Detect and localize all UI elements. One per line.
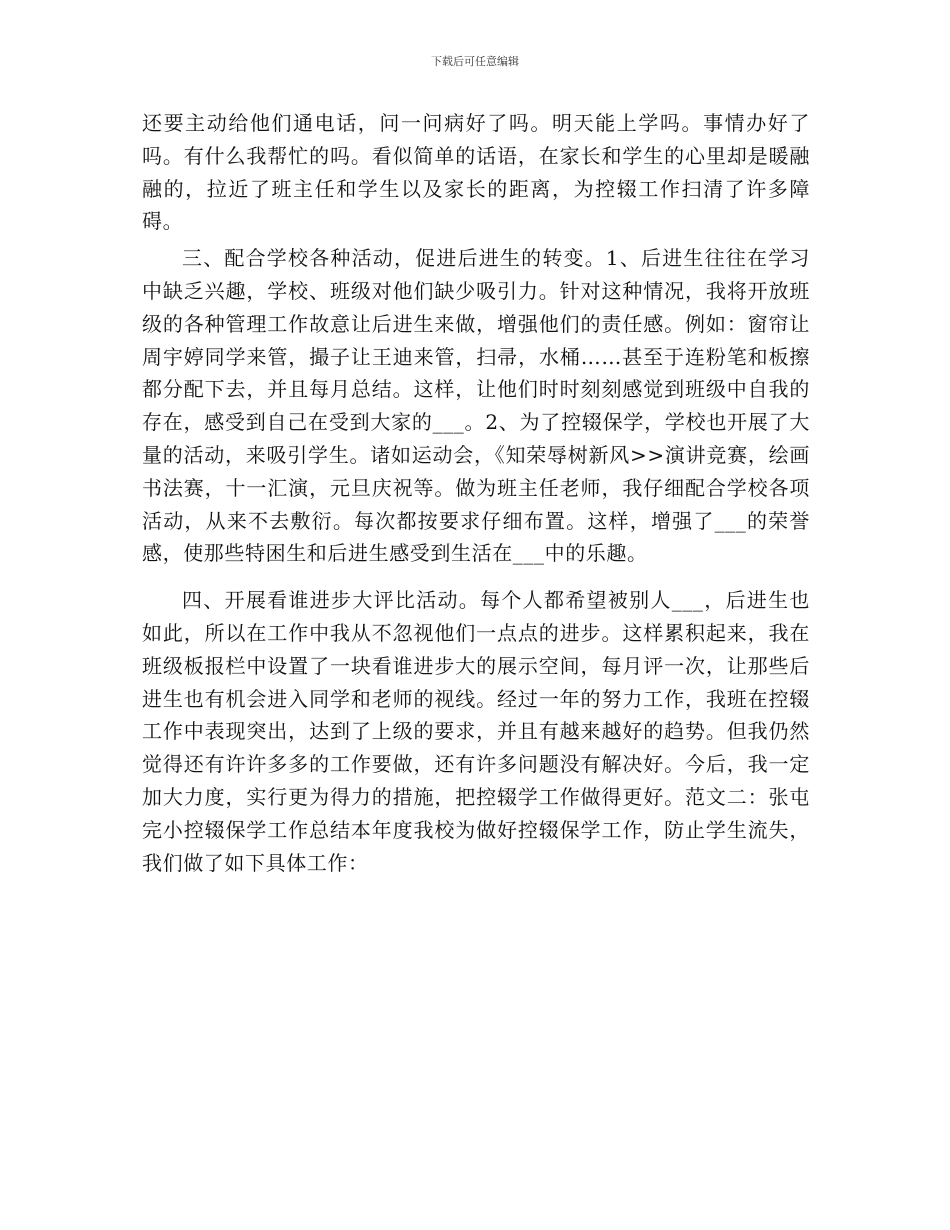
paragraph-1: 还要主动给他们通电话，问一问病好了吗。明天能上学吗。事情办好了吗。有什么我帮忙的吗。看似简单的话语，在家长和学生的心里却是暖融融的，拉近了班主任和学生以及家长的距离，为控辍工作扫清了许多障碍。 — [142, 111, 810, 234]
document-body — [142, 107, 810, 879]
paragraph-3: 四、开展看谁进步大评比活动。每个人都希望被别人___，后进生也如此，所以在工作中我从不忽视他们一点点的进步。这样累积起来，我在班级板报栏中设置了一块看谁进步大的展示空间，每月评一次，让那些后进生也有机会进入同学和老师的视线。经过一年的努力工作，我班在控辍工作中表现突出，达到了上级的要求，并且有越来越好的趋势。但我仍然觉得还有许许多多的工作要做，还有许多问题没有解决好。今后，我一定加大力度，实行更为得力的措施，把控辍学工作做得更好。范文二：张屯完小控辍保学工作总结本年度我校为做好控辍保学工作，防止学生流失，我们做了如下具体工作： — [142, 588, 810, 875]
page-header: 下载后可任意编辑 — [431, 55, 519, 68]
paragraph-2: 三、配合学校各种活动，促进后进生的转变。1、后进生往往在学习中缺乏兴趣，学校、班级对他们缺少吸引力。针对这种情况，我将开放班级的各种管理工作故意让后进生来做，增强他们的责任感。例如：窗帘让周宇婷同学来管，撮子让王迪来管，扫帚，水桶……甚至于连粉笔和板擦都分配下去，并且每月总结。这样，让他们时时刻刻感觉到班级中自我的存在，感受到自己在受到大家的___。2、为了控辍保学，学校也开展了大量的活动，来吸引学生。诸如运动会，《知荣辱树新风>>演讲竞赛，绘画书法赛，十一汇演，元旦庆祝等。做为班主任老师，我仔细配合学校各项活动，从来不去敷衍。每次都按要求仔细布置。这样，增强了___的荣誉感，使那些特困生和后进生感受到生活在___中的乐趣。 — [142, 246, 810, 566]
